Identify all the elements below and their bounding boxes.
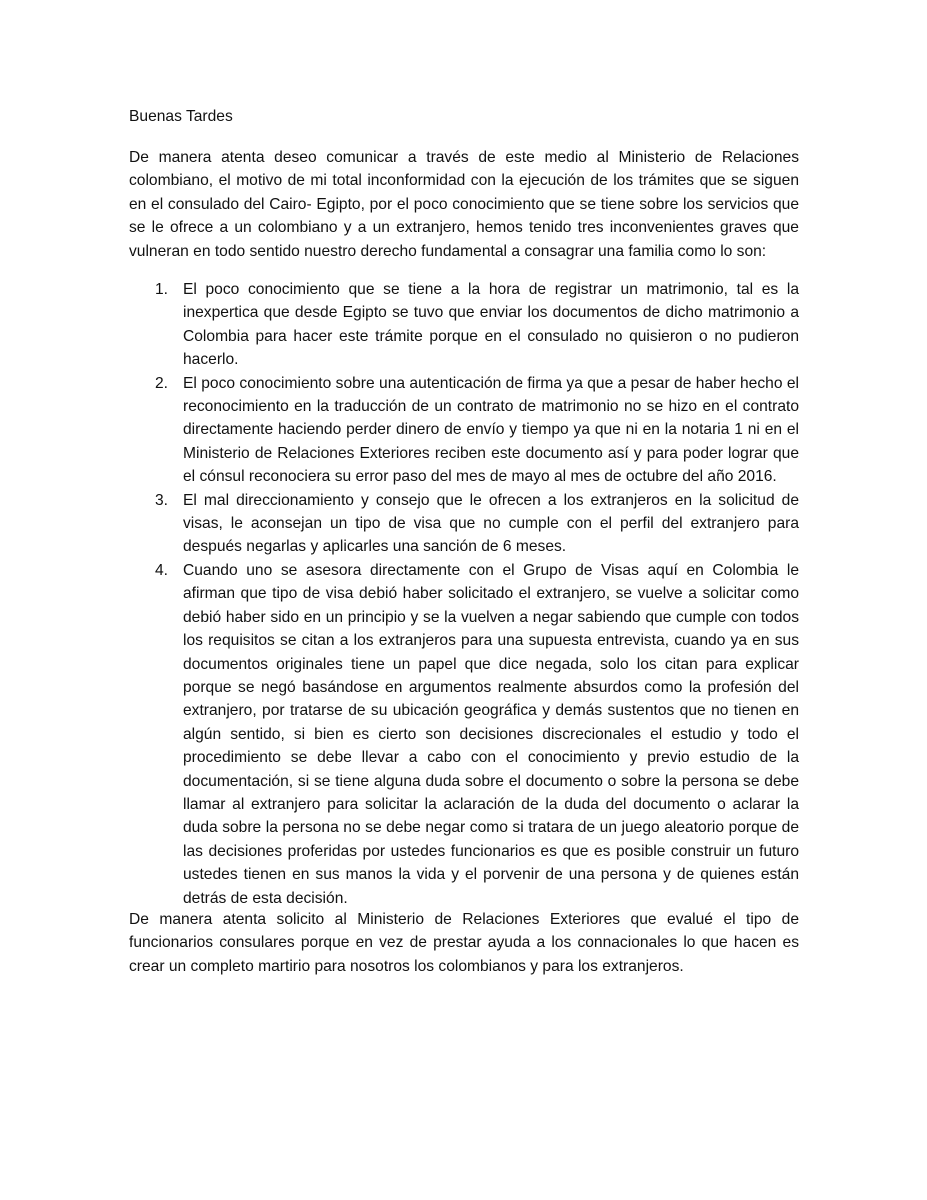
list-item (155, 559, 799, 910)
list-item-text: El mal direccionamiento y consejo que le ofrecen a los extranjeros en la solicitud de visas, le aconsejan un tipo de visa que no cumple con el perfil del extranjero para después negarlas y aplicarles una sanción de 6 meses. (183, 491, 799, 556)
list-item-text: El poco conocimiento sobre una autenticación de firma ya que a pesar de haber hecho el reconocimiento en la traducción de un contrato de matrimonio no se hizo en el contrato directamente haciendo perder dinero de envío y tiempo ya que ni en la notaria 1 ni en el Ministerio de Relaciones Exteriores reciben este documento así y para poder lograr que el cónsul reconociera su error paso del mes de mayo al mes de octubre del año 2016. (183, 374, 799, 486)
complaint-list (155, 278, 799, 910)
list-item-number: 2. (155, 374, 169, 392)
list-item-number: 4. (155, 561, 169, 579)
list-item-number: 3. (155, 491, 169, 509)
intro-paragraph: De manera atenta deseo comunicar a través de este medio al Ministerio de Relaciones colombiano, el motivo de mi total inconformidad con la ejecución de los trámites que se siguen en el consulado del Cairo- Egipto, por el poco conocimiento que se tiene sobre los servicios que se le ofrece a un colombiano y a un extranjero, hemos tenido tres inconvenientes graves que vulneran en todo sentido nuestro derecho fundamental a consagrar una familia como lo son: (129, 149, 799, 260)
list-item-text: Cuando uno se asesora directamente con el Grupo de Visas aquí en Colombia le afirman que tipo de visa debió haber solicitado el extranjero, se vuelve a solicitar como debió haber sido en un principio y se la vuelven a negar sabiendo que cumple con todos los requisitos se citan a los extranjeros para una supuesta entrevista, cuando ya en sus documentos originales tiene un papel que dice negada, solo los citan para explicar porque se negó basándose en argumentos realmente absurdos como la profesión del extranjero, por tratarse de su ubicación geográfica y demás sustentos que no tienen en algún sentido, si bien es cierto son decisiones discrecionales el estudio y todo el procedimiento se debe llevar a cabo con el conocimiento y previo estudio de la documentación, si se tiene alguna duda sobre el documento o sobre la persona se debe llamar al extranjero para solicitar la aclaración de la duda del documento o aclarar la duda sobre la persona no se debe negar como si tratara de un juego aleatorio porque de las decisiones proferidas por ustedes funcionarios es que es posible construir un futuro ustedes tienen en sus manos la vida y el porvenir de una persona y de quienes están detrás de esta decisión. (183, 561, 799, 907)
greeting: Buenas Tardes (129, 108, 233, 125)
list-item (155, 278, 799, 372)
list-item-number: 1. (155, 281, 169, 298)
list-item (155, 489, 799, 559)
list-item-text: El poco conocimiento que se tiene a la hora de registrar un matrimonio, tal es la inexpertica que desde Egipto se tuvo que enviar los documentos de dicho matrimonio a Colombia para hacer este trámite porque en el consulado no quisieron o no pudieron hacerlo. (183, 281, 799, 369)
closing-paragraph: De manera atenta solicito al Ministerio de Relaciones Exteriores que evalué el tipo de funcionarios consulares porque en vez de prestar ayuda a los connacionales lo que hacen es crear un completo martirio para nosotros los colombianos y para los extranjeros. (129, 911, 799, 975)
list-item (155, 372, 799, 489)
